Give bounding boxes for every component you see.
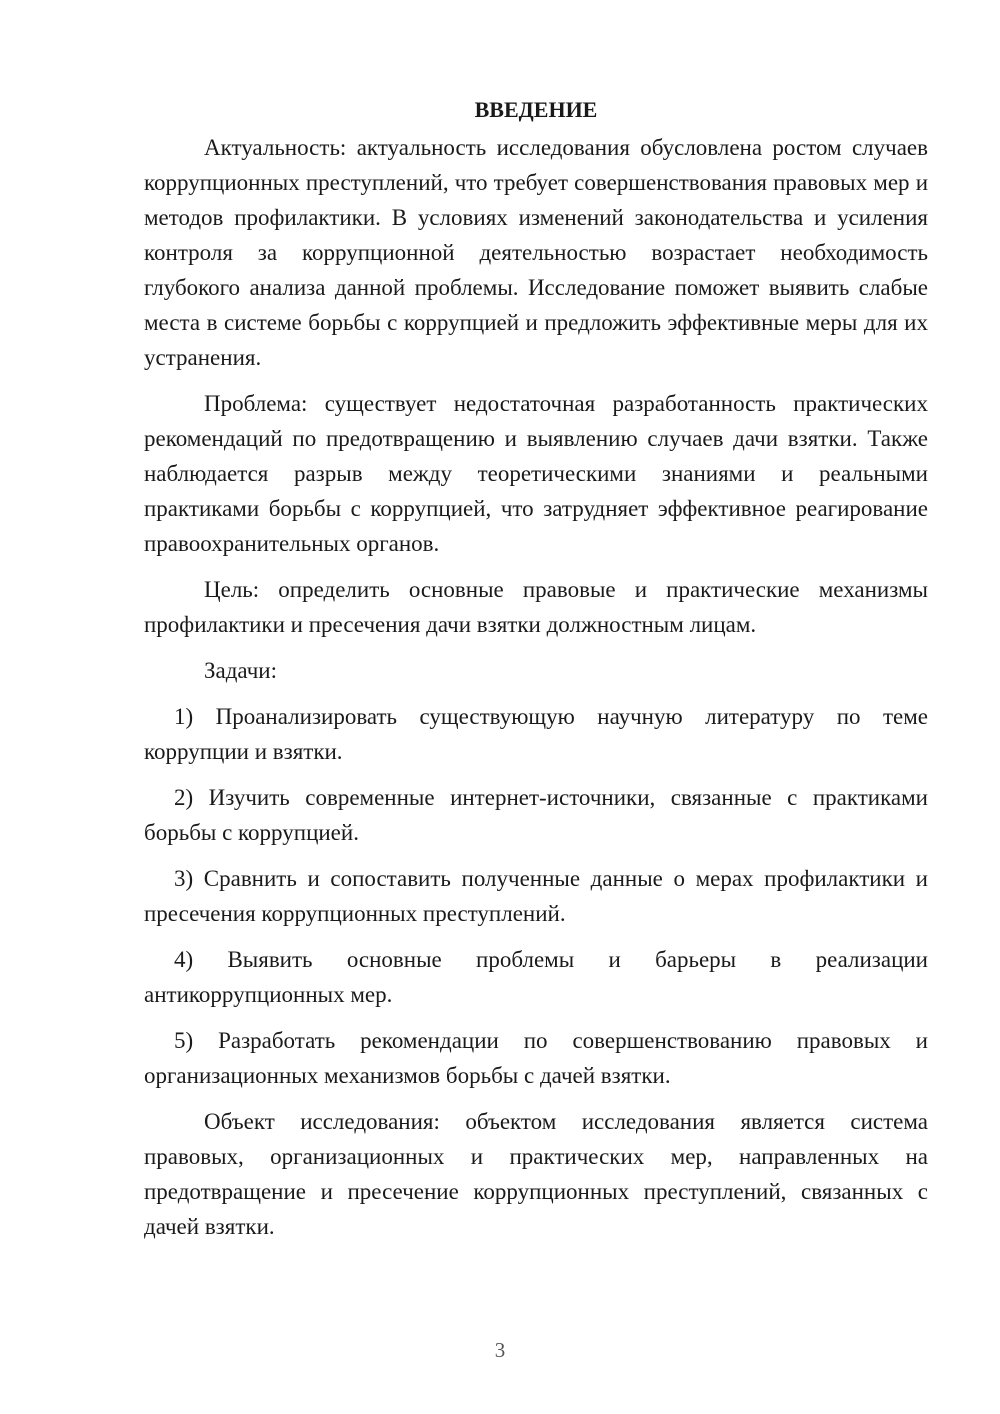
page-number: 3 [494, 1338, 506, 1362]
list-item: 5) Разработать рекомендации по совершенствованию правовых и организационных механизмов борьбы с дачей взятки. [144, 1028, 928, 1088]
list-item: 1) Проанализировать существующую научную литературу по теме коррупции и взятки. [144, 704, 928, 764]
tasks-list [144, 699, 928, 1093]
relevance-paragraph: Актуальность: актуальность исследования обусловлена ростом случаев коррупционных преступлений, что требует совершенствования правовых мер и методов профилактики. В условиях изменений законодательства и усиления контроля за коррупционной деятельностью возрастает необходимость глубокого анализа данной проблемы. Исследование поможет выявить слабые места в системе борьбы с коррупцией и предложить эффективные меры для их устранения. [144, 135, 928, 370]
page-body [144, 92, 928, 1244]
list-item: 4) Выявить основные проблемы и барьеры в реализации антикоррупционных мер. [144, 947, 928, 1007]
list-item: 2) Изучить современные интернет-источники, связанные с практиками борьбы с коррупцией. [144, 785, 928, 845]
goal-paragraph: Цель: определить основные правовые и практические механизмы профилактики и пресечения дачи взятки должностным лицам. [144, 577, 928, 637]
problem-paragraph: Проблема: существует недостаточная разработанность практических рекомендаций по предотвращению и выявлению случаев дачи взятки. Также наблюдается разрыв между теоретическими знаниями и реальными практиками борьбы с коррупцией, что затрудняет эффективное реагирование правоохранительных органов. [144, 391, 928, 556]
page-title: ВВЕДЕНИЕ [474, 97, 598, 122]
object-paragraph: Объект исследования: объектом исследования является система правовых, организационных и практических мер, направленных на предотвращение и пресечение коррупционных преступлений, связанных с дачей взятки. [144, 1109, 928, 1239]
tasks-label: Задачи: [204, 658, 277, 683]
list-item: 3) Сравнить и сопоставить полученные данные о мерах профилактики и пресечения коррупционных преступлений. [144, 866, 928, 926]
